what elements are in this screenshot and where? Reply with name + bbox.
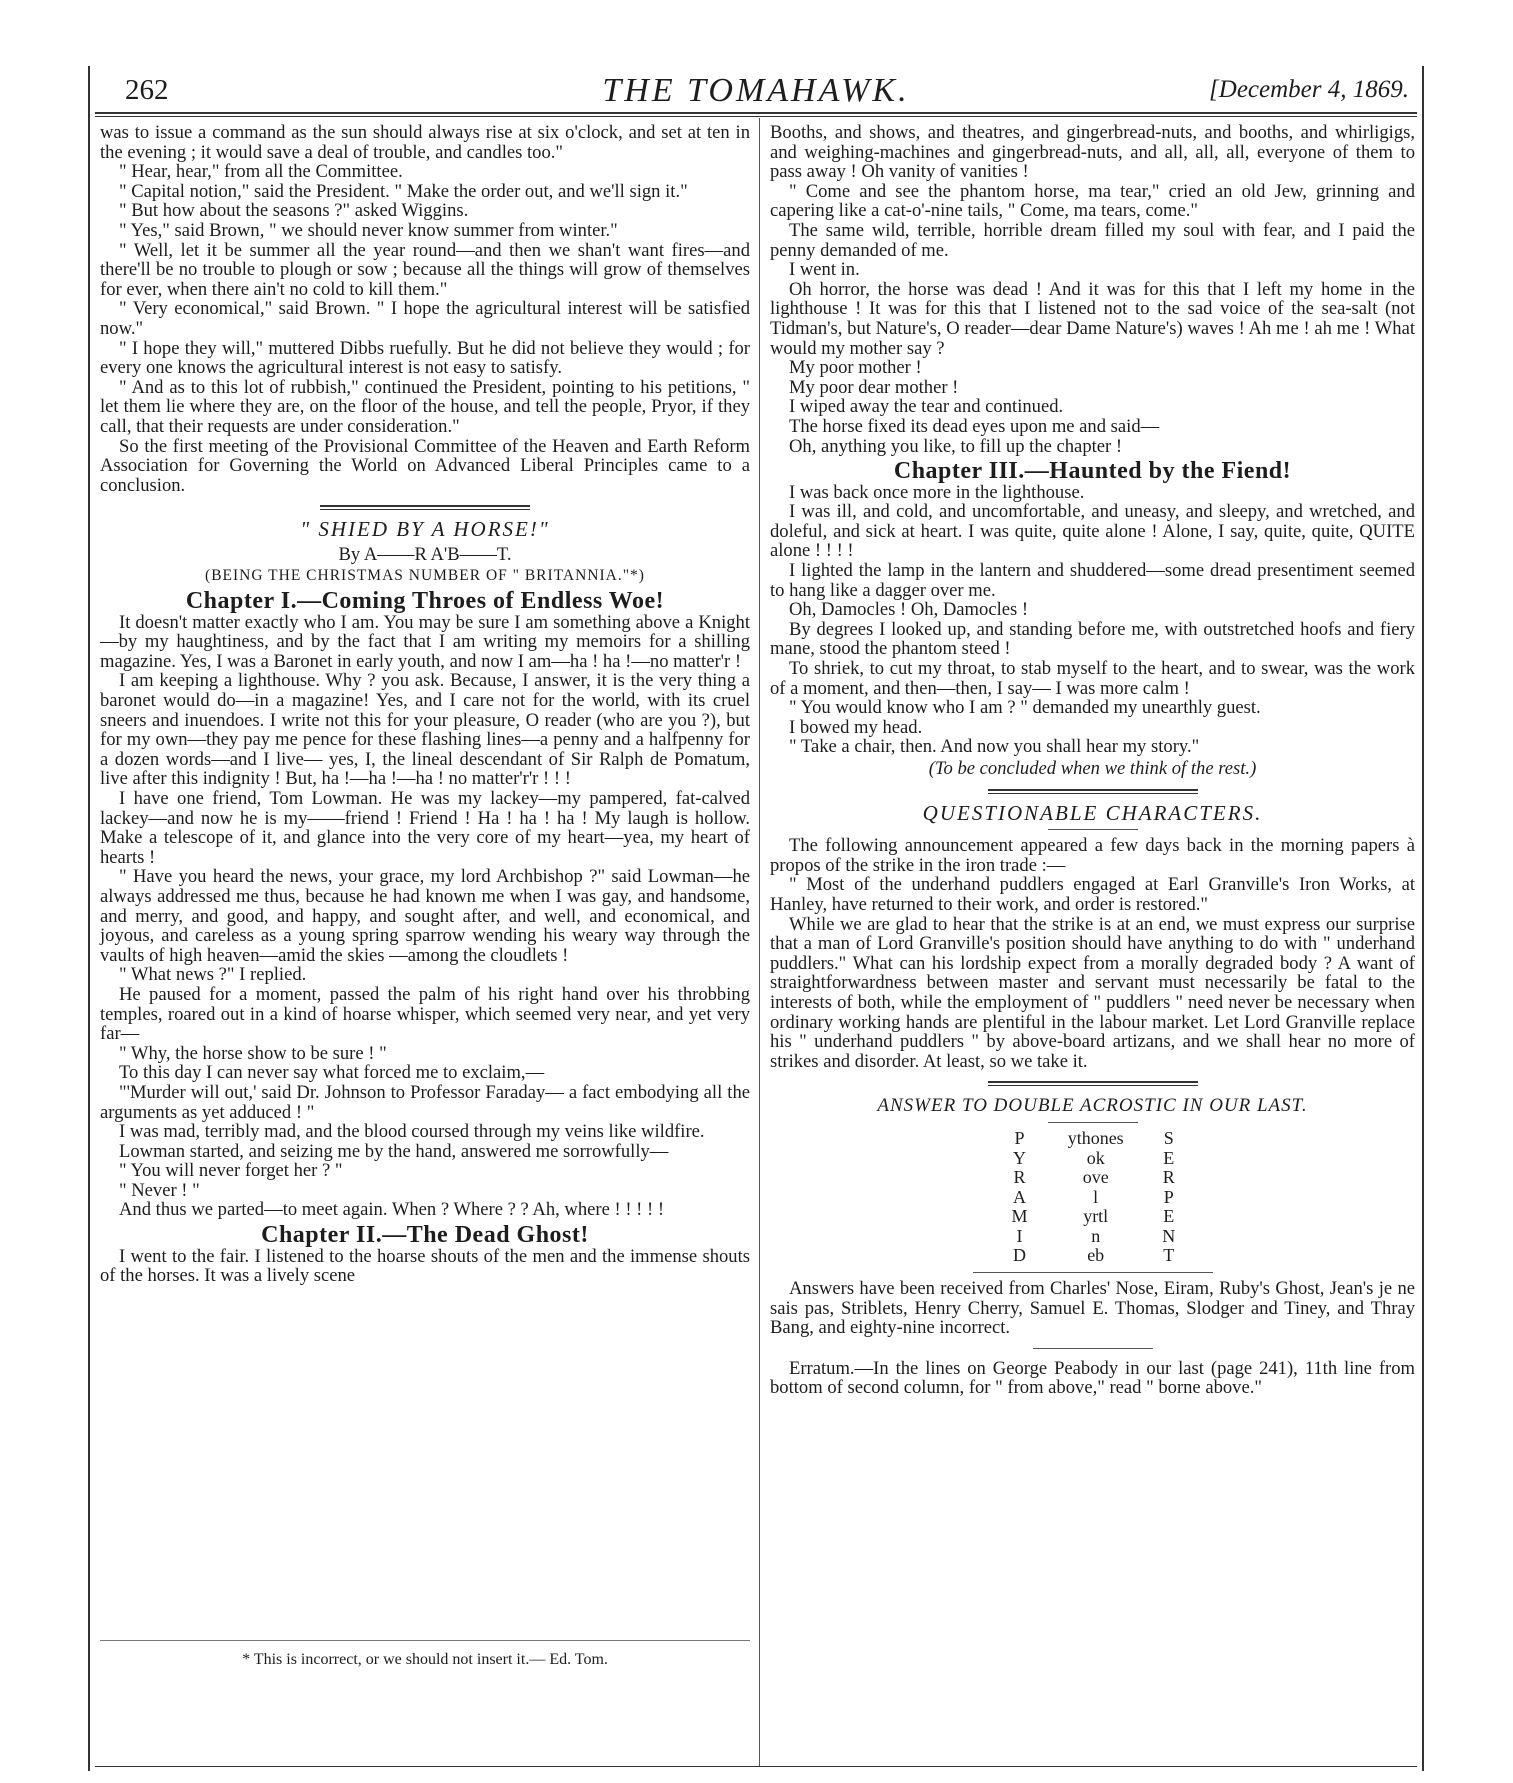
paragraph: To shriek, to cut my throat, to stab myself to the heart, and to swear, was the work of a moment, and then—then, I say— I was more calm ! <box>770 658 1415 699</box>
to-be-concluded: (To be concluded when we think of the rest.) <box>928 758 1257 779</box>
paragraph: I was back once more in the lighthouse. <box>789 481 1085 503</box>
paragraph: " And as to this lot of rubbish," continued the President, pointing to his petitions, " let them lie where they are, on the floor of the house, and tell the people, Pryor, if they call, that their requests are under consideration." <box>100 376 750 437</box>
paragraph: I was ill, and cold, and uncomfortable, and uneasy, and sleepy, and wretched, and doleful, and sick at heart. I was quite, quite alone ! Alone, I say, quite, quite, QUITE alone ! ! ! ! <box>770 501 1415 562</box>
story-title: " SHIED BY A HORSE!" <box>300 517 550 542</box>
footnote: * This is incorrect, or we should not insert it.— Ed. Tom. <box>242 1651 608 1668</box>
acrostic-cell: l <box>1093 1186 1099 1207</box>
paragraph: " Well, let it be summer all the year round—and then we shan't want fires—and there'll be no trouble to plough or sow ; because all the things will grow of themselves for ever, when there ain't no cold to kill them." <box>100 239 750 300</box>
bottom-rule <box>95 1766 1417 1767</box>
acrostic-cell: R <box>1013 1167 1026 1188</box>
acrostic-cell: eb <box>1087 1245 1105 1266</box>
acrostic-cell: E <box>1163 1147 1175 1168</box>
page-number: 262 <box>125 74 169 106</box>
column-divider <box>759 118 760 1766</box>
acrostic-cell: yrtl <box>1083 1206 1109 1227</box>
paragraph: Booths, and shows, and theatres, and gingerbread-nuts, and booths, and whirligigs, and weighing-machines and gingerbread-nuts, and all, all, all, everyone of them to pass away ! Oh vanity of vanities ! <box>770 122 1415 183</box>
paragraph: I wiped away the tear and continued. <box>789 396 1064 418</box>
paragraph: By degrees I looked up, and standing before me, with outstretched hoofs and fiery mane, stood the phantom steed ! <box>770 618 1415 660</box>
paragraph: It doesn't matter exactly who I am. You may be sure I am something above a Knight—by my haughtiness, and by the fact that I am writing my memoirs for a shilling magazine. Yes, I was a Baronet in early youth, and now I am—ha ! ha !—no matter'r ! <box>100 611 750 672</box>
acrostic-cell: N <box>1162 1225 1176 1246</box>
acrostic-row <box>1003 1129 1183 1149</box>
acrostic-cell: ok <box>1086 1147 1105 1168</box>
paragraph: While we are glad to hear that the strike is at an end, we must express our surprise that a man of Lord Granville's position should have anything to do with " underhand puddlers." What can his lordship expect from a morally degraded body ? A want of straightforwardness between master and servant must necessarily be fatal to the interests of both, while the employment of " puddlers " need never be necessary when ordinary working hands are plentiful in the labour market. Let Lord Granville replace his " underhand puddlers " by above-board artizans, and we shall hear no more of strikes and disorder. At least, so we take it. <box>770 913 1415 1072</box>
subtitle: (BEING THE CHRISTMAS NUMBER OF " BRITANNIA."*) <box>205 567 645 585</box>
paragraph: " Take a chair, then. And now you shall hear my story." <box>789 736 1200 758</box>
acrostic-cell: P <box>1163 1186 1174 1207</box>
right-column <box>770 123 1415 1398</box>
short-rule <box>1033 1348 1153 1349</box>
chapter-heading: Chapter I.—Coming Throes of Endless Woe! <box>185 588 665 615</box>
acrostic-cell: n <box>1091 1225 1101 1246</box>
paragraph: was to issue a command as the sun should always rise at six o'clock, and set at ten in the evening ; it would save a deal of trouble, and candles too." <box>100 122 750 163</box>
header-rule-thin <box>95 116 1417 117</box>
paragraph: To this day I can never say what forced me to exclaim,— <box>119 1062 545 1084</box>
header-rule <box>95 112 1417 114</box>
paragraph: " Never ! " <box>119 1179 200 1201</box>
acrostic-cell: M <box>1011 1206 1028 1227</box>
section-divider <box>988 789 1198 794</box>
acrostic-cell: T <box>1163 1245 1175 1266</box>
paragraph: I have one friend, Tom Lowman. He was my lackey—my pampered, fat-calved lackey—and now he is my——friend ! Friend ! Ha ! ha ! ha ! My laugh is hollow. Make a telescope of it, and glance into the very core of my heart—yea, my heart of hearts ! <box>100 788 750 868</box>
byline: By A——R A'B——T. <box>338 543 512 565</box>
acrostic-cell: S <box>1163 1127 1174 1148</box>
issue-date: [December 4, 1869. <box>1209 76 1409 103</box>
paragraph: " Why, the horse show to be sure ! " <box>119 1042 387 1064</box>
paragraph: " Yes," said Brown, " we should never know summer from winter." <box>119 219 618 241</box>
section-title: ANSWER TO DOUBLE ACROSTIC IN OUR LAST. <box>877 1095 1308 1117</box>
paragraph: And thus we parted—to meet again. When ? Where ? ? Ah, where ! ! ! ! ! <box>119 1199 665 1221</box>
paragraph: My poor dear mother ! <box>789 376 959 398</box>
page-header <box>95 72 1417 112</box>
paragraph: " What news ?" I replied. <box>119 964 307 986</box>
acrostic-cell: A <box>1012 1186 1026 1207</box>
paragraph: The following announcement appeared a few days back in the morning papers à propos of the strike in the iron trade :— <box>770 835 1415 876</box>
paragraph: Oh, anything you like, to fill up the chapter ! <box>789 435 1123 457</box>
left-border <box>88 66 90 1771</box>
acrostic-cell: ove <box>1082 1167 1109 1188</box>
acrostic-row <box>1003 1207 1183 1227</box>
paragraph: " Most of the underhand puddlers engaged at Earl Granville's Iron Works, at Hanley, have returned to their work, and order is restored." <box>770 874 1415 915</box>
acrostic-row <box>1003 1188 1183 1208</box>
paragraph: "'Murder will out,' said Dr. Johnson to Professor Faraday— a fact embodying all the arguments as yet adduced ! " <box>100 1081 750 1123</box>
paragraph: I bowed my head. <box>789 716 923 738</box>
paragraph: I was mad, terribly mad, and the blood coursed through my veins like wildfire. <box>119 1121 705 1143</box>
chapter-heading: Chapter III.—Haunted by the Fiend! <box>893 458 1292 485</box>
paragraph: " Hear, hear," from all the Committee. <box>119 161 403 183</box>
acrostic-cell: R <box>1162 1167 1175 1188</box>
paragraph: " I hope they will," muttered Dibbs ruefully. But he did not believe they would ; for every one knows the agricultural interest is not easy to satisfy. <box>100 337 750 379</box>
section-divider <box>988 1081 1198 1086</box>
paragraph: The horse fixed its dead eyes upon me and said— <box>789 415 1160 437</box>
paragraph: " Come and see the phantom horse, ma tear," cried an old Jew, grinning and capering like a cat-o'-nine tails, " Come, ma tears, come." <box>770 180 1415 222</box>
acrostic-row <box>1003 1246 1183 1266</box>
paragraph: " You will never forget her ? " <box>119 1160 343 1182</box>
acrostic-row <box>1003 1149 1183 1169</box>
section-title: QUESTIONABLE CHARACTERS. <box>922 800 1263 825</box>
right-border <box>1422 66 1424 1771</box>
paragraph: So the first meeting of the Provisional Committee of the Heaven and Earth Reform Association for Governing the World on Advanced Liberal Principles came to a conclusion. <box>100 435 750 496</box>
acrostic-cell: D <box>1012 1245 1026 1266</box>
paragraph: I went to the fair. I listened to the hoarse shouts of the men and the immense shouts of the horses. It was a lively scene <box>100 1245 750 1287</box>
acrostic-table <box>1003 1129 1183 1266</box>
acrostic-cell: ythones <box>1067 1127 1124 1148</box>
paragraph: I am keeping a lighthouse. Why ? you ask. Because, I answer, it is the very thing a baronet would do—in a magazine! Yes, and I care not for the world, with its cruel sneers and inuendoes. I write not this for your pleasure, O reader (who are you ?), but for my own—they pay me pence for these flashing lines—a penny and a halfpenny for a dozen words—and I live— yes, I, the lineal descendant of Sir Ralph de Pomatum, live after this indignity ! But, ha !—ha !—ha ! no matter'r'r ! ! ! <box>100 670 750 790</box>
paragraph: " Very economical," said Brown. " I hope the agricultural interest will be satisfied now." <box>100 298 750 339</box>
left-column <box>100 123 750 1286</box>
section-divider <box>320 505 530 510</box>
paragraph: Erratum.—In the lines on George Peabody in our last (page 241), 11th line from bottom of second column, for " from above," read " borne above." <box>770 1357 1415 1399</box>
paragraph: I lighted the lamp in the lantern and shuddered—some dread presentiment seemed to hang like a dagger over me. <box>770 560 1415 601</box>
short-rule <box>1048 1122 1138 1123</box>
chapter-heading: Chapter II.—The Dead Ghost! <box>261 1222 589 1249</box>
short-rule <box>1048 829 1138 830</box>
paragraph: Oh, Damocles ! Oh, Damocles ! <box>789 599 1029 621</box>
paragraph: He paused for a moment, passed the palm of his right hand over his throbbing temples, roared out in a kind of hoarse whisper, which seemed very near, and yet very far— <box>100 983 750 1045</box>
masthead: THE TOMAHAWK. <box>602 72 910 109</box>
paragraph: Lowman started, and seizing me by the hand, answered me sorrowfully— <box>119 1140 669 1162</box>
paragraph: My poor mother ! <box>789 357 922 379</box>
acrostic-cell: Y <box>1012 1147 1026 1168</box>
short-rule <box>973 1272 1213 1273</box>
paragraph: I went in. <box>789 259 860 281</box>
footnote-rule <box>100 1640 750 1641</box>
paragraph: " But how about the seasons ?" asked Wiggins. <box>119 200 469 222</box>
paragraph: " You would know who I am ? " demanded my unearthly guest. <box>789 697 1261 719</box>
acrostic-row <box>1003 1168 1183 1188</box>
acrostic-row <box>1003 1227 1183 1247</box>
paragraph: The same wild, terrible, horrible dream filled my soul with fear, and I paid the penny demanded of me. <box>770 219 1415 261</box>
paragraph: Answers have been received from Charles' Nose, Eiram, Ruby's Ghost, Jean's je ne sais pas, Striblets, Henry Cherry, Samuel E. Thomas, Slodger and Tiney, and Thray Bang, and eighty-nine incorrect. <box>770 1278 1415 1339</box>
acrostic-cell: P <box>1014 1127 1025 1148</box>
paragraph: Oh horror, the horse was dead ! And it was for this that I left my home in the lighthouse ! It was for this that I listened not to the sad voice of the sea-salt (not Tidman's, but Nature's, O reader—dear Dame Nature's) waves ! Ah me ! ah me ! What would my mother say ? <box>770 278 1415 359</box>
paragraph: " Capital notion," said the President. " Make the order out, and we'll sign it." <box>119 180 688 202</box>
paragraph: " Have you heard the news, your grace, my lord Archbishop ?" said Lowman—he always addressed me thus, because he had known me when I was gay, and handsome, and merry, and good, and happy, and sought after, and well, and economical, and joyous, and careless as a young spring sparrow wending his weary way through the vaults of high heaven—amid the skies —among the cloudlets ! <box>100 866 750 966</box>
acrostic-cell: I <box>1016 1225 1023 1246</box>
acrostic-cell: E <box>1163 1206 1175 1227</box>
